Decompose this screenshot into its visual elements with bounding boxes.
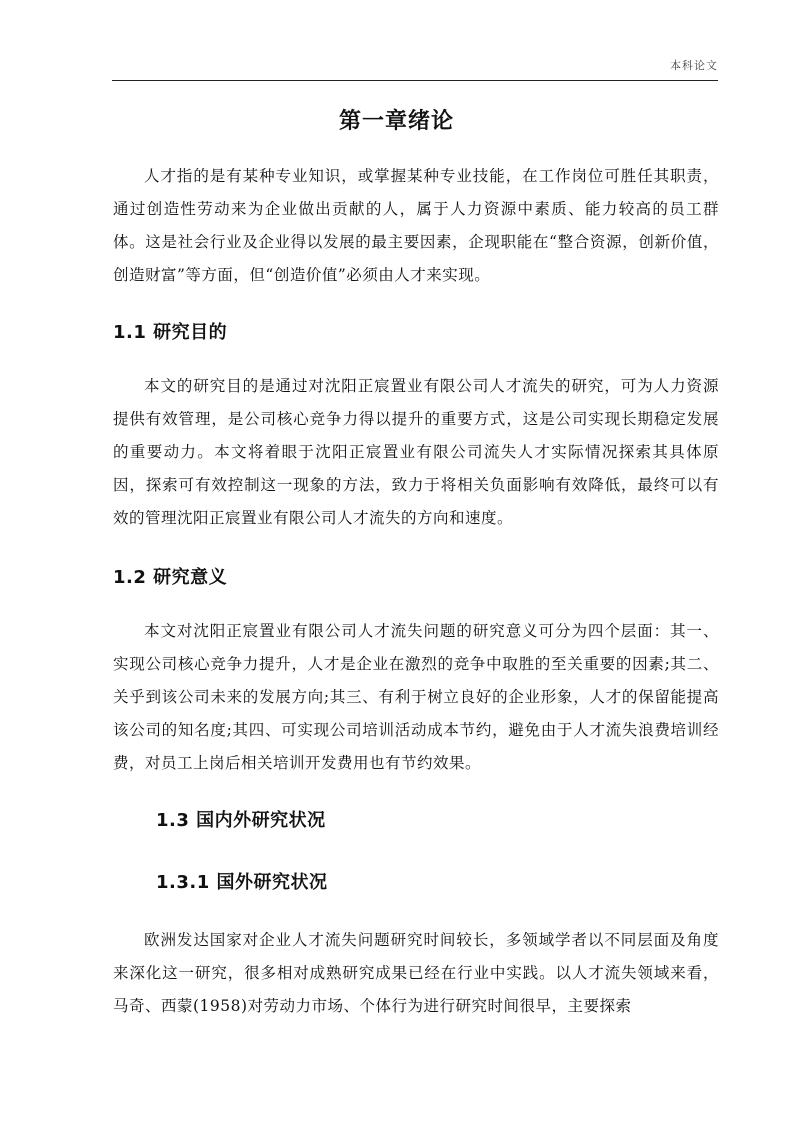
running-header: 本科论文 [670,59,718,72]
header-rule [112,80,718,81]
chapter-title: 第一章绪论 [338,109,454,134]
section-1-2-paragraph: 本文对沈阳正宸置业有限公司人才流失问题的研究意义可分为四个层面：其一、实现公司核心竞争力提升，人才是企业在激烈的竞争中取胜的至关重要的因素;其二、关乎到该公司未来的发展方向;其三、有利于树立良好的企业形象，人才的保留能提高该公司的知名度;其四、可实现公司培训活动成本节约，避免由于人才流失浪费培训经费，对员工上岗后相关培训开发费用也有节约效果。 [113,622,719,772]
intro-paragraph: 人才指的是有某种专业知识，或掌握某种专业技能，在工作岗位可胜任其职责，通过创造性劳动来为企业做出贡献的人，属于人力资源中素质、能力较高的员工群体。这是社会行业及企业得以发展的最主要因素，企现职能在“整合资源，创新价值，创造财富”等方面，但“创造价值”必须由人才来实现。 [113,167,719,284]
section-1-3-1-heading: 1.3.1 国外研究状况 [156,872,328,893]
section-1-3-1-paragraph: 欧洲发达国家对企业人才流失问题研究时间较长，多领域学者以不同层面及角度来深化这一研究，很多相对成熟研究成果已经在行业中实践。以人才流失领域来看，马奇、西蒙(1958)对劳动力市场、个体行为进行研究时间很早，主要探索 [113,931,719,1015]
section-1-3-heading: 1.3 国内外研究状况 [156,810,326,831]
section-1-2-heading: 1.2 研究意义 [113,567,228,588]
section-1-1-heading: 1.1 研究目的 [113,322,228,343]
section-1-1-paragraph: 本文的研究目的是通过对沈阳正宸置业有限公司人才流失的研究，可为人力资源提供有效管理，是公司核心竞争力得以提升的重要方式，这是公司实现长期稳定发展的重要动力。本文将着眼于沈阳正宸置业有限公司流失人才实际情况探索其具体原因，探索可有效控制这一现象的方法，致力于将相关负面影响有效降低，最终可以有效的管理沈阳正宸置业有限公司人才流失的方向和速度。 [113,377,719,527]
